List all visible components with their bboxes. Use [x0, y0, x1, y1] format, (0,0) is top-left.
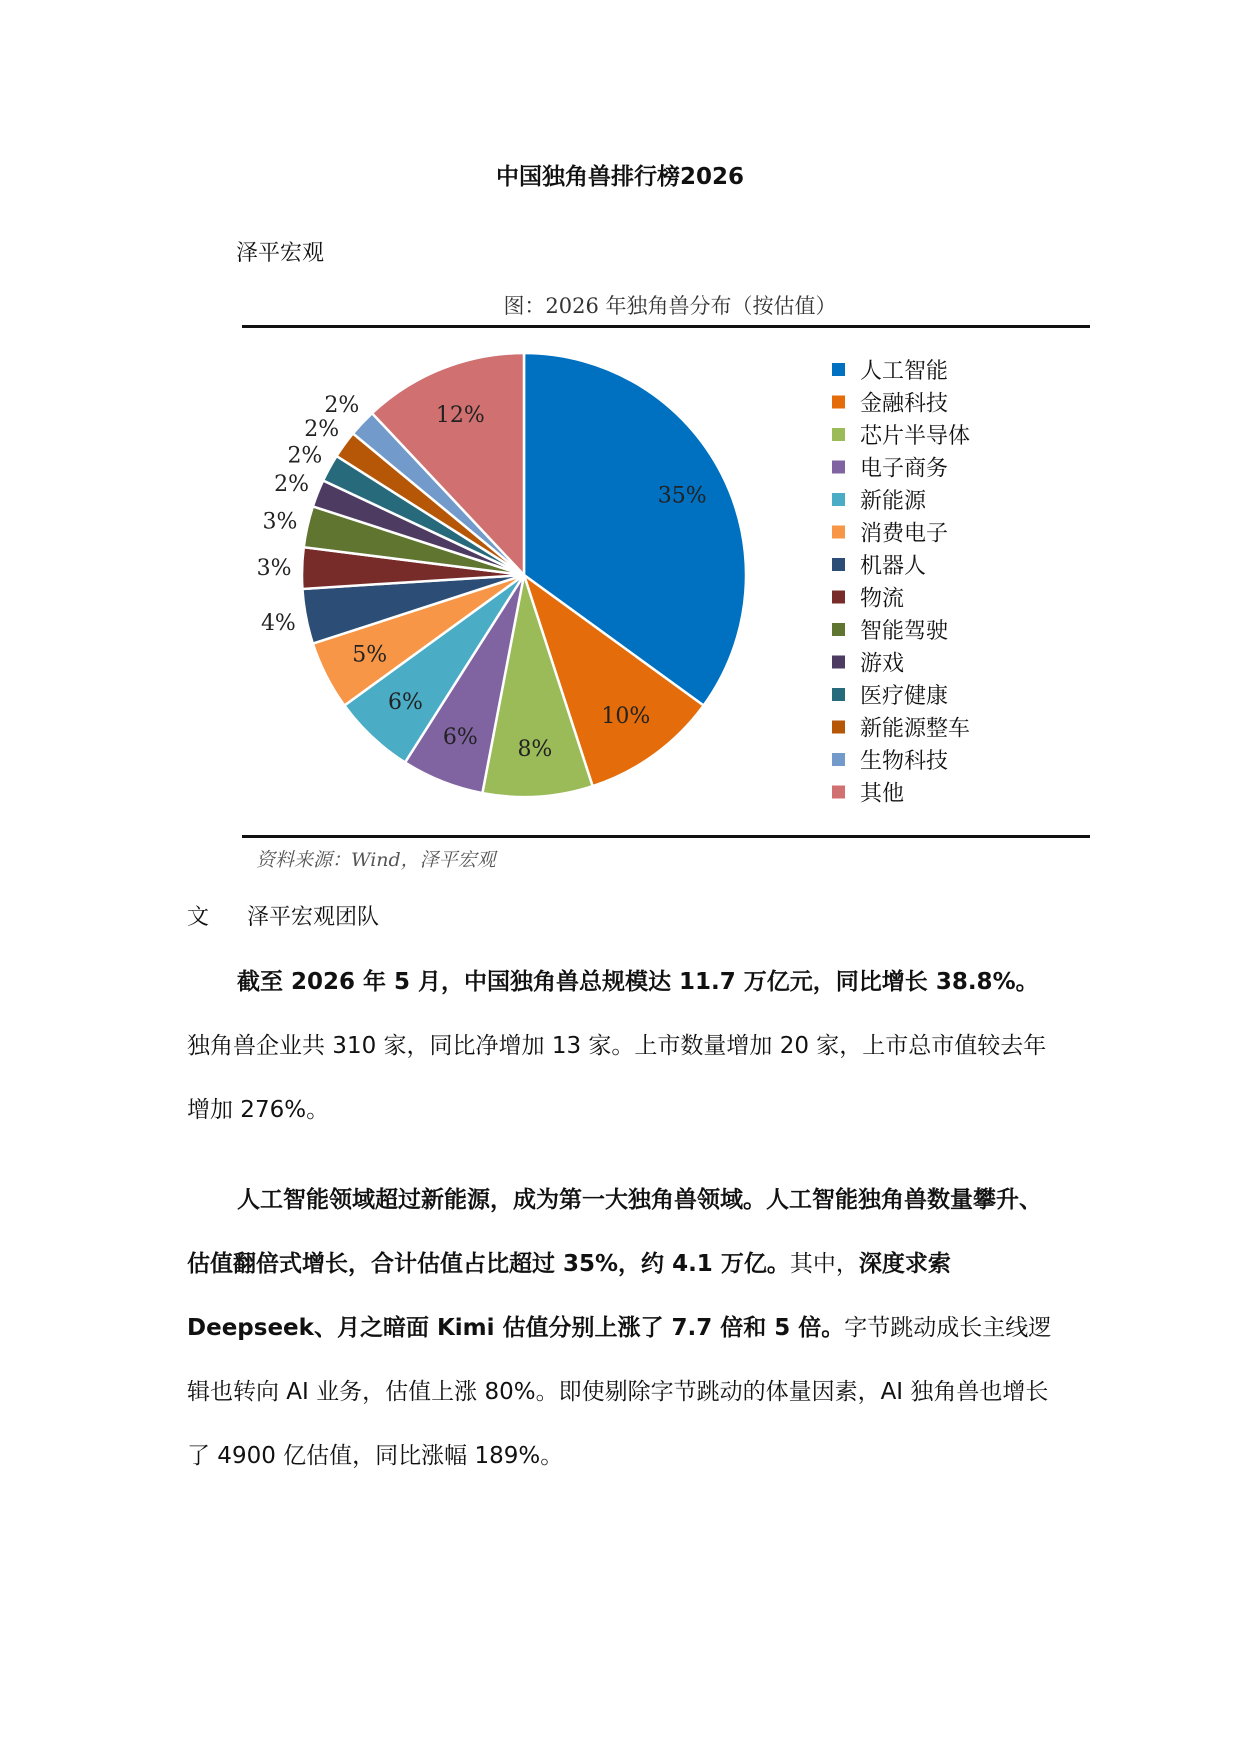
paragraph-2-bold-2: 深度求索 Deepseek、月之暗面 Kimi 估值分别上涨了 7.7 倍和 5 倍。: [187, 1251, 951, 1341]
pie-label-13: 2%: [324, 392, 360, 418]
paragraph-1-bold: 截至 2026 年 5 月，中国独角兽总规模达 11.7 万亿元，同比增长 38.8%。: [237, 969, 1039, 995]
paragraph-2: [187, 1168, 1057, 1488]
figure-bottom-rule: [242, 835, 1090, 838]
legend-swatch-14: [832, 786, 845, 799]
pie-label-12: 2%: [304, 417, 340, 443]
legend-swatch-10: [832, 656, 845, 669]
legend-label-1: 人工智能: [860, 359, 949, 384]
legend-label-10: 游戏: [860, 651, 905, 677]
paragraph-1: [187, 950, 1057, 1142]
source-line: 泽平宏观: [236, 241, 325, 266]
legend-swatch-5: [832, 493, 845, 506]
legend-label-14: 其他: [860, 781, 905, 807]
pie-label-5: 6%: [388, 690, 423, 716]
pie-label-4: 6%: [442, 725, 478, 750]
pie-label-1: 35%: [657, 483, 707, 509]
figure-top-rule: [242, 325, 1090, 328]
legend-swatch-7: [832, 558, 845, 571]
legend-swatch-2: [832, 396, 845, 409]
legend-label-6: 消费电子: [860, 521, 949, 547]
pie-label-8: 3%: [256, 556, 292, 582]
pie-label-14: 12%: [435, 403, 485, 428]
legend-swatch-3: [832, 428, 845, 441]
paragraph-2-text-2: 字节跳动成长主线逻辑也转向 AI 业务，估值上涨 80%。即使剔除字节跳动的体量因素，AI 独角兽也增长了 4900 亿估值，同比涨幅 189%。: [187, 1315, 1052, 1469]
legend-label-12: 新能源整车: [860, 716, 971, 742]
legend-label-2: 金融科技: [860, 391, 949, 417]
pie-slices: [302, 353, 746, 797]
legend-swatch-4: [832, 461, 845, 474]
legend-swatch-12: [832, 721, 845, 734]
legend-swatch-13: [832, 753, 845, 766]
paragraph-2-bold-1: 人工智能领域超过新能源，成为第一大独角兽领域。人工智能独角兽数量攀升、估值翻倍式增长，合计估值占比超过 35%，约 4.1 万亿。: [187, 1187, 1042, 1277]
legend-swatch-6: [832, 526, 845, 539]
pie-label-9: 3%: [262, 509, 298, 535]
author-label: 文: [187, 905, 210, 930]
legend-swatch-11: [832, 688, 845, 701]
legend-label-9: 智能驾驶: [860, 619, 949, 644]
legend-label-3: 芯片半导体: [860, 424, 971, 449]
pie-label-10: 2%: [274, 472, 310, 497]
figure-source: 资料来源：Wind，泽平宏观: [256, 849, 496, 871]
legend-label-8: 物流: [860, 586, 905, 612]
paragraph-2-text-1: 其中，: [789, 1251, 859, 1277]
pie-label-3: 8%: [517, 736, 553, 762]
legend-label-13: 生物科技: [860, 749, 949, 774]
pie-label-7: 4%: [260, 610, 296, 636]
chart-legend: [832, 359, 970, 807]
pie-label-2: 10%: [601, 704, 651, 730]
legend-swatch-1: [832, 363, 845, 376]
author-line: [187, 900, 379, 931]
paragraph-1-text: 独角兽企业共 310 家，同比净增加 13 家。上市数量增加 20 家，上市总市值较去年增加 276%。: [187, 1033, 1047, 1123]
legend-label-5: 新能源: [860, 489, 927, 514]
pie-label-6: 5%: [352, 642, 388, 668]
document-title: 中国独角兽排行榜2026: [495, 164, 744, 190]
figure-caption: 图：2026 年独角兽分布（按估值）: [503, 294, 837, 318]
legend-label-11: 医疗健康: [860, 684, 949, 709]
legend-label-7: 机器人: [860, 554, 927, 579]
legend-swatch-8: [832, 591, 845, 604]
legend-label-4: 电子商务: [860, 456, 949, 482]
legend-swatch-9: [832, 623, 845, 636]
author-name: 泽平宏观团队: [247, 905, 380, 930]
pie-label-11: 2%: [287, 443, 323, 469]
pie-chart: [242, 340, 1090, 830]
